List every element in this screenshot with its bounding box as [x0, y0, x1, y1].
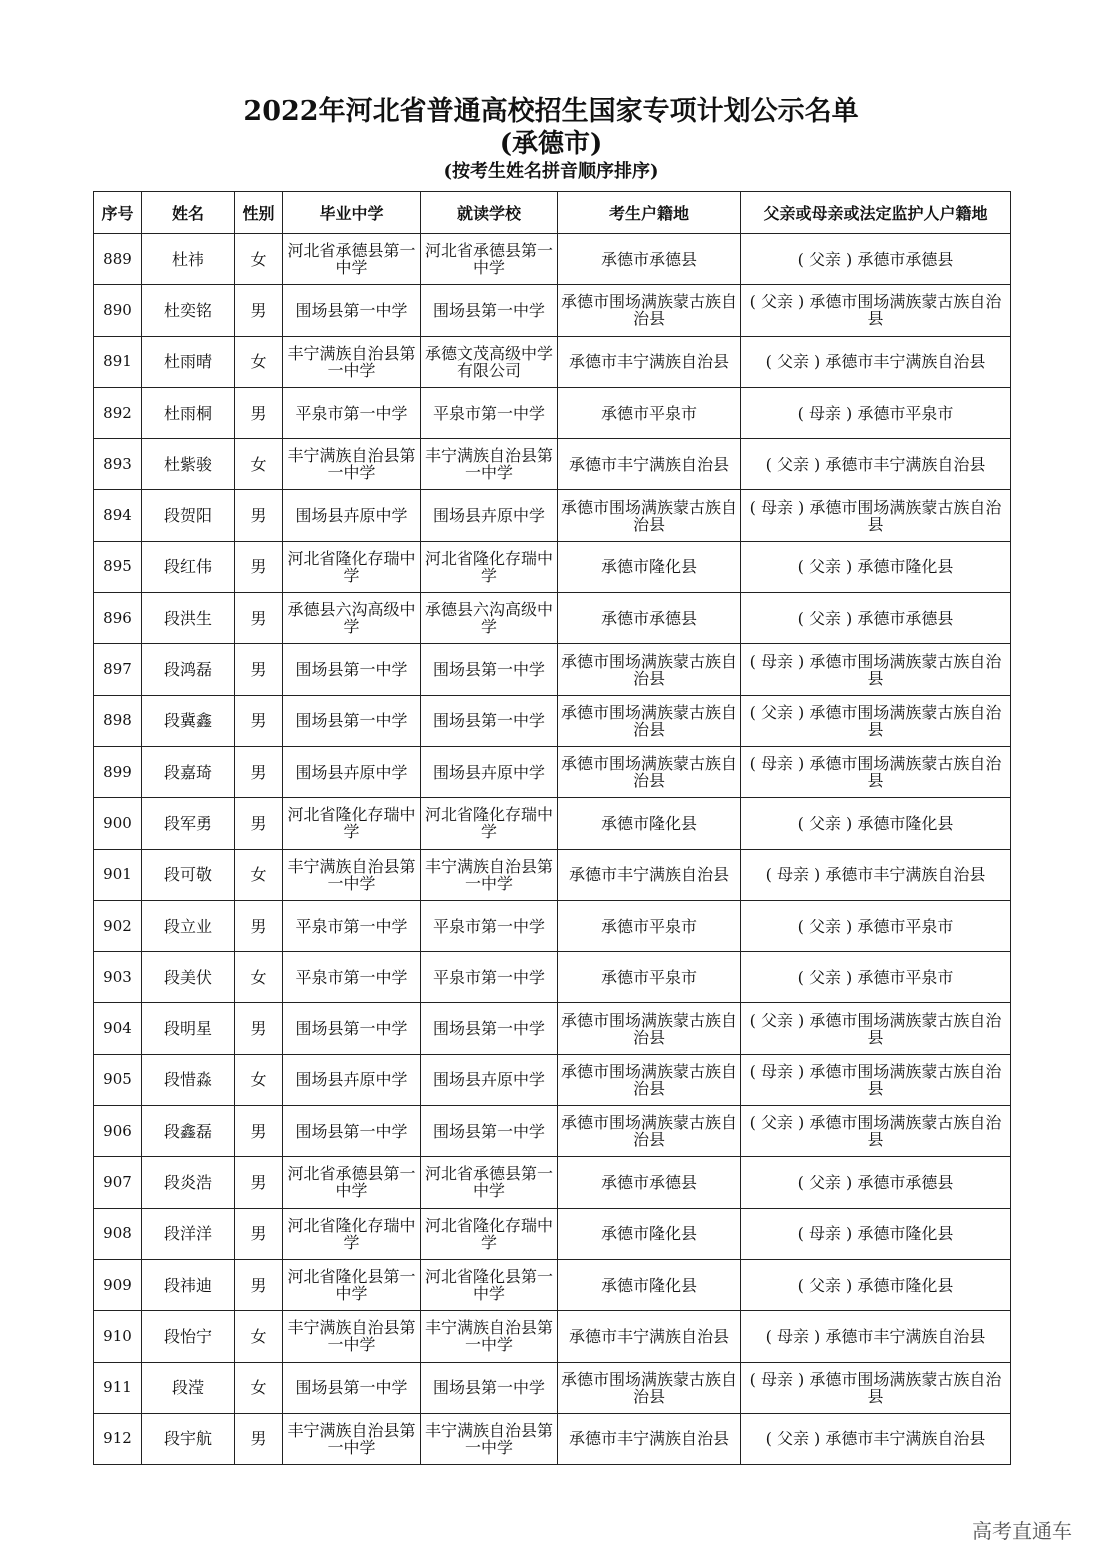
gender-cell: 男	[235, 285, 283, 336]
current-school-cell: 河北省隆化存瑞中学	[421, 798, 558, 849]
guardian-household-cell: ( 父亲 ) 承德市围场满族蒙古族自治县	[741, 1003, 1011, 1054]
current-school-cell: 平泉市第一中学	[421, 387, 558, 438]
name-cell: 段鑫磊	[142, 1106, 235, 1157]
gender-cell: 男	[235, 644, 283, 695]
guardian-household-cell: ( 父亲 ) 承德市围场满族蒙古族自治县	[741, 285, 1011, 336]
current-school-cell: 围场县卉原中学	[421, 490, 558, 541]
household-cell: 承德市围场满族蒙古族自治县	[558, 1362, 741, 1413]
graduated-school-cell: 平泉市第一中学	[283, 952, 421, 1003]
graduated-school-cell: 河北省隆化存瑞中学	[283, 798, 421, 849]
column-header-current-school: 就读学校	[421, 192, 558, 234]
household-cell: 承德市围场满族蒙古族自治县	[558, 746, 741, 797]
name-cell: 杜紫骏	[142, 439, 235, 490]
household-cell: 承德市丰宁满族自治县	[558, 336, 741, 387]
graduated-school-cell: 围场县第一中学	[283, 285, 421, 336]
graduated-school-cell: 围场县第一中学	[283, 1362, 421, 1413]
table-row	[94, 1003, 1011, 1054]
table-row	[94, 439, 1011, 490]
seq-cell: 905	[94, 1054, 142, 1105]
household-cell: 承德市丰宁满族自治县	[558, 439, 741, 490]
graduated-school-cell: 丰宁满族自治县第一中学	[283, 439, 421, 490]
current-school-cell: 河北省承德县第一中学	[421, 1157, 558, 1208]
column-header-guardian-household: 父亲或母亲或法定监护人户籍地	[741, 192, 1011, 234]
gender-cell: 女	[235, 1362, 283, 1413]
current-school-cell: 围场县卉原中学	[421, 1054, 558, 1105]
name-cell: 段嘉琦	[142, 746, 235, 797]
name-cell: 段惜淼	[142, 1054, 235, 1105]
gender-cell: 女	[235, 234, 283, 285]
name-cell: 杜雨晴	[142, 336, 235, 387]
column-header-household: 考生户籍地	[558, 192, 741, 234]
name-cell: 段立业	[142, 900, 235, 951]
name-cell: 段美伏	[142, 952, 235, 1003]
graduated-school-cell: 河北省隆化存瑞中学	[283, 1208, 421, 1259]
guardian-household-cell: ( 母亲 ) 承德市丰宁满族自治县	[741, 849, 1011, 900]
guardian-household-cell: ( 父亲 ) 承德市承德县	[741, 1157, 1011, 1208]
household-cell: 承德市隆化县	[558, 798, 741, 849]
graduated-school-cell: 河北省承德县第一中学	[283, 234, 421, 285]
guardian-household-cell: ( 母亲 ) 承德市平泉市	[741, 387, 1011, 438]
column-header-seq: 序号	[94, 192, 142, 234]
gender-cell: 男	[235, 1413, 283, 1464]
name-cell: 段宇航	[142, 1413, 235, 1464]
graduated-school-cell: 丰宁满族自治县第一中学	[283, 1311, 421, 1362]
name-cell: 段冀鑫	[142, 695, 235, 746]
household-cell: 承德市承德县	[558, 234, 741, 285]
gender-cell: 男	[235, 798, 283, 849]
gender-cell: 男	[235, 1106, 283, 1157]
guardian-household-cell: ( 父亲 ) 承德市隆化县	[741, 1259, 1011, 1310]
table-row	[94, 593, 1011, 644]
gender-cell: 女	[235, 1054, 283, 1105]
gender-cell: 男	[235, 593, 283, 644]
seq-cell: 908	[94, 1208, 142, 1259]
seq-cell: 910	[94, 1311, 142, 1362]
table-row	[94, 285, 1011, 336]
seq-cell: 896	[94, 593, 142, 644]
guardian-household-cell: ( 父亲 ) 承德市围场满族蒙古族自治县	[741, 695, 1011, 746]
guardian-household-cell: ( 父亲 ) 承德市承德县	[741, 234, 1011, 285]
gender-cell: 男	[235, 695, 283, 746]
table-header-row	[94, 192, 1011, 234]
table-row	[94, 798, 1011, 849]
table-row	[94, 234, 1011, 285]
roster-table	[93, 191, 1011, 1465]
graduated-school-cell: 丰宁满族自治县第一中学	[283, 849, 421, 900]
sort-note: (按考生姓名拼音顺序排序)	[443, 161, 659, 182]
seq-cell: 911	[94, 1362, 142, 1413]
household-cell: 承德市围场满族蒙古族自治县	[558, 1054, 741, 1105]
graduated-school-cell: 围场县卉原中学	[283, 490, 421, 541]
guardian-household-cell: ( 母亲 ) 承德市围场满族蒙古族自治县	[741, 644, 1011, 695]
table-row	[94, 644, 1011, 695]
gender-cell: 女	[235, 952, 283, 1003]
household-cell: 承德市围场满族蒙古族自治县	[558, 695, 741, 746]
current-school-cell: 围场县第一中学	[421, 695, 558, 746]
watermark-text: 高考直通车	[972, 1519, 1072, 1543]
current-school-cell: 围场县第一中学	[421, 285, 558, 336]
graduated-school-cell: 平泉市第一中学	[283, 900, 421, 951]
current-school-cell: 河北省隆化县第一中学	[421, 1259, 558, 1310]
table-row	[94, 1413, 1011, 1464]
guardian-household-cell: ( 父亲 ) 承德市围场满族蒙古族自治县	[741, 1106, 1011, 1157]
current-school-cell: 围场县第一中学	[421, 644, 558, 695]
table-row	[94, 849, 1011, 900]
name-cell: 段祎迪	[142, 1259, 235, 1310]
table-row	[94, 1106, 1011, 1157]
seq-cell: 907	[94, 1157, 142, 1208]
graduated-school-cell: 河北省承德县第一中学	[283, 1157, 421, 1208]
table-row	[94, 900, 1011, 951]
gender-cell: 男	[235, 746, 283, 797]
household-cell: 承德市隆化县	[558, 1259, 741, 1310]
graduated-school-cell: 围场县第一中学	[283, 1106, 421, 1157]
graduated-school-cell: 围场县卉原中学	[283, 1054, 421, 1105]
seq-cell: 889	[94, 234, 142, 285]
seq-cell: 890	[94, 285, 142, 336]
column-header-name: 姓名	[142, 192, 235, 234]
household-cell: 承德市平泉市	[558, 387, 741, 438]
name-cell: 段炎浩	[142, 1157, 235, 1208]
gender-cell: 男	[235, 387, 283, 438]
graduated-school-cell: 河北省隆化县第一中学	[283, 1259, 421, 1310]
current-school-cell: 丰宁满族自治县第一中学	[421, 849, 558, 900]
gender-cell: 男	[235, 900, 283, 951]
seq-cell: 904	[94, 1003, 142, 1054]
current-school-cell: 河北省隆化存瑞中学	[421, 1208, 558, 1259]
household-cell: 承德市隆化县	[558, 541, 741, 592]
name-cell: 段怡宁	[142, 1311, 235, 1362]
current-school-cell: 平泉市第一中学	[421, 900, 558, 951]
current-school-cell: 河北省承德县第一中学	[421, 234, 558, 285]
table-row	[94, 541, 1011, 592]
gender-cell: 男	[235, 1003, 283, 1054]
table-row	[94, 1208, 1011, 1259]
current-school-cell: 围场县第一中学	[421, 1362, 558, 1413]
graduated-school-cell: 丰宁满族自治县第一中学	[283, 1413, 421, 1464]
name-cell: 段贺阳	[142, 490, 235, 541]
guardian-household-cell: ( 父亲 ) 承德市承德县	[741, 593, 1011, 644]
household-cell: 承德市围场满族蒙古族自治县	[558, 644, 741, 695]
current-school-cell: 围场县第一中学	[421, 1003, 558, 1054]
name-cell: 杜奕铭	[142, 285, 235, 336]
guardian-household-cell: ( 父亲 ) 承德市丰宁满族自治县	[741, 439, 1011, 490]
name-cell: 段可敬	[142, 849, 235, 900]
gender-cell: 男	[235, 490, 283, 541]
guardian-household-cell: ( 母亲 ) 承德市隆化县	[741, 1208, 1011, 1259]
guardian-household-cell: ( 母亲 ) 承德市围场满族蒙古族自治县	[741, 1054, 1011, 1105]
current-school-cell: 承德文茂高级中学有限公司	[421, 336, 558, 387]
current-school-cell: 承德县六沟高级中学	[421, 593, 558, 644]
name-cell: 杜雨桐	[142, 387, 235, 438]
household-cell: 承德市平泉市	[558, 952, 741, 1003]
guardian-household-cell: ( 父亲 ) 承德市隆化县	[741, 541, 1011, 592]
seq-cell: 902	[94, 900, 142, 951]
seq-cell: 906	[94, 1106, 142, 1157]
graduated-school-cell: 丰宁满族自治县第一中学	[283, 336, 421, 387]
gender-cell: 女	[235, 849, 283, 900]
name-cell: 段红伟	[142, 541, 235, 592]
graduated-school-cell: 围场县第一中学	[283, 644, 421, 695]
column-header-gender: 性别	[235, 192, 283, 234]
name-cell: 段洪生	[142, 593, 235, 644]
graduated-school-cell: 河北省隆化存瑞中学	[283, 541, 421, 592]
guardian-household-cell: ( 母亲 ) 承德市围场满族蒙古族自治县	[741, 746, 1011, 797]
gender-cell: 女	[235, 1311, 283, 1362]
table-row	[94, 746, 1011, 797]
current-school-cell: 丰宁满族自治县第一中学	[421, 1413, 558, 1464]
seq-cell: 900	[94, 798, 142, 849]
name-cell: 段军勇	[142, 798, 235, 849]
seq-cell: 897	[94, 644, 142, 695]
household-cell: 承德市围场满族蒙古族自治县	[558, 285, 741, 336]
table-row	[94, 1157, 1011, 1208]
gender-cell: 男	[235, 1157, 283, 1208]
seq-cell: 891	[94, 336, 142, 387]
guardian-household-cell: ( 父亲 ) 承德市隆化县	[741, 798, 1011, 849]
guardian-household-cell: ( 父亲 ) 承德市丰宁满族自治县	[741, 336, 1011, 387]
graduated-school-cell: 围场县卉原中学	[283, 746, 421, 797]
guardian-household-cell: ( 母亲 ) 承德市围场满族蒙古族自治县	[741, 490, 1011, 541]
guardian-household-cell: ( 母亲 ) 承德市丰宁满族自治县	[741, 1311, 1011, 1362]
current-school-cell: 丰宁满族自治县第一中学	[421, 1311, 558, 1362]
seq-cell: 899	[94, 746, 142, 797]
gender-cell: 男	[235, 541, 283, 592]
gender-cell: 男	[235, 1259, 283, 1310]
table-row	[94, 1054, 1011, 1105]
graduated-school-cell: 平泉市第一中学	[283, 387, 421, 438]
table-row	[94, 336, 1011, 387]
graduated-school-cell: 承德县六沟高级中学	[283, 593, 421, 644]
household-cell: 承德市承德县	[558, 593, 741, 644]
current-school-cell: 河北省隆化存瑞中学	[421, 541, 558, 592]
household-cell: 承德市丰宁满族自治县	[558, 1413, 741, 1464]
name-cell: 段滢	[142, 1362, 235, 1413]
seq-cell: 901	[94, 849, 142, 900]
household-cell: 承德市丰宁满族自治县	[558, 849, 741, 900]
table-row	[94, 695, 1011, 746]
seq-cell: 909	[94, 1259, 142, 1310]
household-cell: 承德市丰宁满族自治县	[558, 1311, 741, 1362]
table-row	[94, 1311, 1011, 1362]
gender-cell: 女	[235, 336, 283, 387]
table-row	[94, 1362, 1011, 1413]
table-row	[94, 952, 1011, 1003]
guardian-household-cell: ( 父亲 ) 承德市平泉市	[741, 900, 1011, 951]
graduated-school-cell: 围场县第一中学	[283, 695, 421, 746]
seq-cell: 912	[94, 1413, 142, 1464]
table-row	[94, 387, 1011, 438]
current-school-cell: 平泉市第一中学	[421, 952, 558, 1003]
seq-cell: 898	[94, 695, 142, 746]
current-school-cell: 围场县第一中学	[421, 1106, 558, 1157]
table-row	[94, 1259, 1011, 1310]
name-cell: 杜祎	[142, 234, 235, 285]
current-school-cell: 围场县卉原中学	[421, 746, 558, 797]
name-cell: 段明星	[142, 1003, 235, 1054]
name-cell: 段洋洋	[142, 1208, 235, 1259]
gender-cell: 女	[235, 439, 283, 490]
table-row	[94, 490, 1011, 541]
page-title: 2022年河北省普通高校招生国家专项计划公示名单	[243, 96, 859, 127]
column-header-graduated-school: 毕业中学	[283, 192, 421, 234]
seq-cell: 903	[94, 952, 142, 1003]
graduated-school-cell: 围场县第一中学	[283, 1003, 421, 1054]
household-cell: 承德市围场满族蒙古族自治县	[558, 1106, 741, 1157]
seq-cell: 894	[94, 490, 142, 541]
household-cell: 承德市隆化县	[558, 1208, 741, 1259]
seq-cell: 892	[94, 387, 142, 438]
current-school-cell: 丰宁满族自治县第一中学	[421, 439, 558, 490]
page-subtitle: (承德市)	[499, 129, 603, 159]
guardian-household-cell: ( 父亲 ) 承德市丰宁满族自治县	[741, 1413, 1011, 1464]
household-cell: 承德市承德县	[558, 1157, 741, 1208]
guardian-household-cell: ( 母亲 ) 承德市围场满族蒙古族自治县	[741, 1362, 1011, 1413]
name-cell: 段鸿磊	[142, 644, 235, 695]
guardian-household-cell: ( 父亲 ) 承德市平泉市	[741, 952, 1011, 1003]
gender-cell: 男	[235, 1208, 283, 1259]
seq-cell: 893	[94, 439, 142, 490]
seq-cell: 895	[94, 541, 142, 592]
household-cell: 承德市围场满族蒙古族自治县	[558, 490, 741, 541]
household-cell: 承德市平泉市	[558, 900, 741, 951]
household-cell: 承德市围场满族蒙古族自治县	[558, 1003, 741, 1054]
